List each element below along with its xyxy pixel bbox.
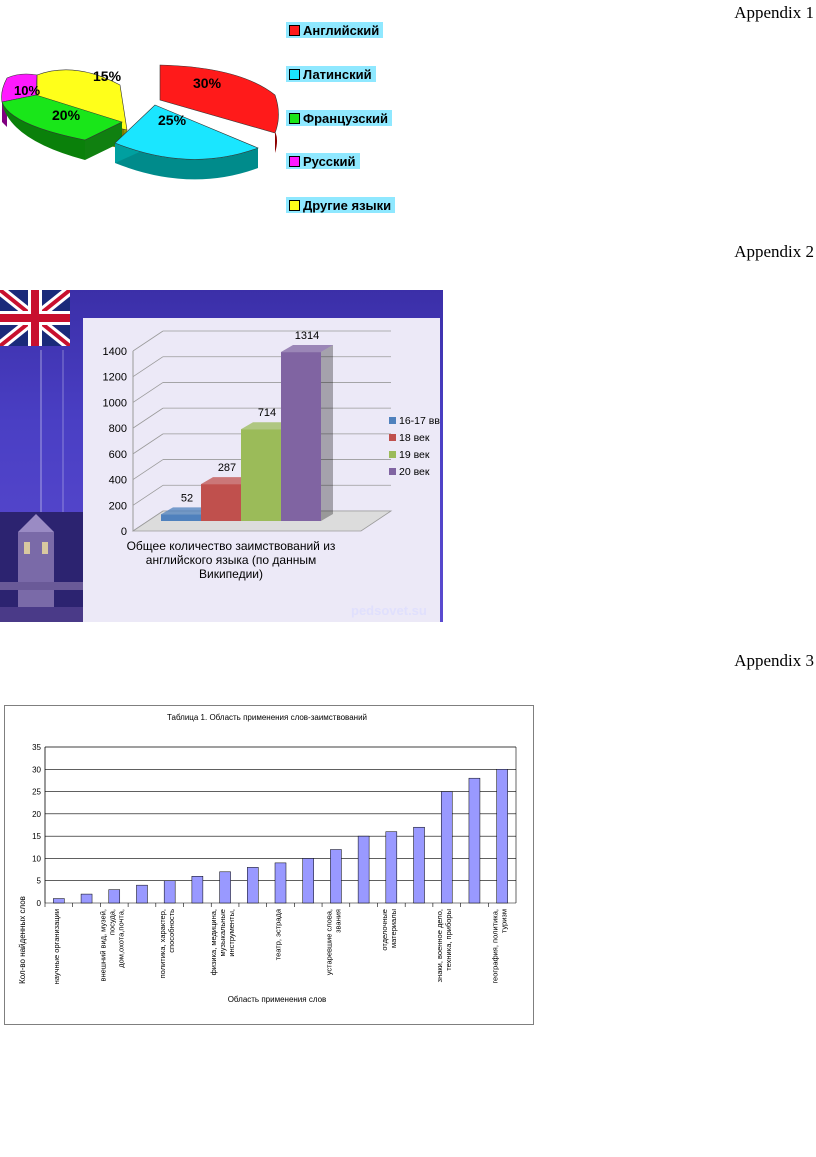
bar <box>53 899 64 903</box>
legend-label: 20 век <box>399 466 430 478</box>
y-tick-label: 1000 <box>102 397 127 410</box>
pie-legend-latin <box>286 66 376 82</box>
x-tick-label-line: способность <box>167 909 177 953</box>
y-tick-label: 20 <box>32 809 41 819</box>
x-tick-label <box>98 909 125 981</box>
bar <box>192 876 203 903</box>
y-tick-label: 25 <box>32 787 41 797</box>
pie-label-russian: 10% <box>14 83 41 98</box>
bar-chart-plot-area <box>83 318 440 622</box>
bar-front <box>201 484 241 521</box>
gridline-diagonal <box>133 408 163 428</box>
legend-label: 16-17 вв <box>399 415 440 427</box>
bar <box>497 769 508 903</box>
pie-label-other: 15% <box>93 68 122 84</box>
gridline-diagonal <box>133 357 163 377</box>
bar-front <box>161 514 201 521</box>
x-category-label: Википедии) <box>199 567 263 581</box>
y-tick-label: 1400 <box>102 346 127 358</box>
appendix-3-label: Appendix 3 <box>734 651 814 670</box>
legend-label: Русский <box>303 153 356 169</box>
usage-areas-chart-svg <box>0 700 536 1027</box>
x-tick-label-line: внешний вид, музей, <box>98 909 108 982</box>
chart-title: Таблица 1. Область применения слов-заимствований <box>166 713 368 722</box>
x-tick-label <box>274 908 283 960</box>
bar-chart-svg <box>83 318 440 622</box>
bar <box>275 863 286 903</box>
pie-label-french: 20% <box>52 107 81 123</box>
y-tick-label: 800 <box>108 423 127 436</box>
legend-swatch <box>289 200 300 211</box>
bar-front <box>241 429 281 521</box>
x-tick-label-line: звания <box>333 909 343 933</box>
x-tick-label <box>158 909 176 978</box>
bar <box>414 827 425 903</box>
bar <box>136 885 147 903</box>
x-tick-label-line: политика, характер, <box>158 909 168 979</box>
y-tick-label: 0 <box>36 899 41 908</box>
gridline-diagonal <box>133 485 163 505</box>
x-tick-label-line: материалы <box>388 909 398 948</box>
y-tick-label: 35 <box>32 743 41 752</box>
x-tick-label <box>52 909 61 984</box>
pie-label-english: 30% <box>193 75 222 91</box>
gridline-diagonal <box>133 460 163 480</box>
x-tick-label <box>491 909 509 984</box>
x-tick-label <box>380 909 398 951</box>
watermark: pedsovet.su <box>351 603 427 618</box>
appendix-2-label: Appendix 2 <box>734 242 814 261</box>
bar-data-label: 52 <box>180 492 194 505</box>
legend-swatch <box>389 417 396 424</box>
bar <box>303 858 314 903</box>
appendix-1-label: Appendix 1 <box>734 3 814 22</box>
y-tick-label: 400 <box>108 474 127 487</box>
x-category-label: Общее количество заимствований из <box>126 539 336 553</box>
bar-data-label: 1314 <box>294 330 320 343</box>
x-tick-label <box>209 909 236 975</box>
bar-data-label: 287 <box>217 462 237 475</box>
legend-swatch <box>289 69 300 80</box>
x-tick-label-line: инструменты, <box>227 909 237 957</box>
y-tick-label: 1200 <box>102 371 127 384</box>
legend-label: Латинский <box>303 66 372 82</box>
uk-flag-icon <box>0 290 70 346</box>
x-tick-label-line: знаки, военное дело, <box>435 909 445 983</box>
x-tick-label-line: научные организации <box>51 909 61 985</box>
pie-legend-french <box>286 110 392 126</box>
pie-legend-english <box>286 22 383 38</box>
y-tick-label: 600 <box>108 448 127 461</box>
bar-front <box>281 352 321 521</box>
x-tick-label-line: отделочные <box>379 909 389 951</box>
pie-legend-russian <box>286 153 360 169</box>
y-tick-label: 15 <box>32 832 41 842</box>
x-axis-title: Область применения слов <box>227 995 327 1004</box>
pie-legend-other <box>286 197 395 213</box>
legend-swatch <box>289 25 300 36</box>
bar <box>247 867 258 903</box>
bar-side <box>321 345 333 521</box>
y-tick-label: 0 <box>120 526 127 538</box>
x-tick-label <box>435 909 453 982</box>
bar <box>386 832 397 903</box>
y-axis-title: Кол-во найденных слов <box>18 896 27 984</box>
legend-swatch <box>389 468 396 475</box>
x-tick-label-line: дом,охота,почта, <box>116 909 126 968</box>
legend-label: 18 век <box>399 432 430 444</box>
bar <box>330 850 341 903</box>
bar-data-label: 714 <box>257 407 277 420</box>
bar <box>81 894 92 903</box>
x-tick-label-line: туризм <box>499 909 509 934</box>
borrowings-bar-chart-slide <box>0 290 443 622</box>
x-tick-label-line: техника, приборы <box>444 909 454 971</box>
x-tick-label-line: музыкальные <box>218 909 228 957</box>
bar <box>164 881 175 903</box>
bar <box>469 778 480 903</box>
x-tick-label <box>324 909 342 975</box>
legend-label: Английский <box>303 22 380 38</box>
legend-label: Другие языки <box>303 197 392 213</box>
pie-chart <box>0 0 420 230</box>
y-tick-label: 200 <box>108 500 127 513</box>
x-tick-label-line: физика, медицина, <box>209 909 219 976</box>
bar <box>441 792 452 903</box>
pie-chart-svg <box>0 55 290 230</box>
usage-areas-bar-chart <box>0 700 536 1027</box>
legend-swatch <box>389 451 396 458</box>
x-tick-label-line: география, политика, <box>490 909 500 984</box>
x-tick-label-line: устаревшие слова, <box>324 909 334 976</box>
y-tick-label: 10 <box>32 854 41 864</box>
tower-bridge-image <box>0 512 85 622</box>
x-tick-label-line: посуда, <box>107 909 117 936</box>
y-tick-label: 30 <box>32 765 41 775</box>
bar <box>109 890 120 903</box>
legend-swatch <box>289 156 300 167</box>
gridline-diagonal <box>133 382 163 402</box>
y-tick-label: 5 <box>36 876 41 886</box>
pie-label-latin: 25% <box>158 112 187 128</box>
legend-label: 19 век <box>399 449 430 461</box>
legend-label: Французский <box>303 110 389 126</box>
x-category-label: английского языка (по данным <box>145 553 317 567</box>
bar <box>220 872 231 903</box>
legend-swatch <box>389 434 396 441</box>
legend-swatch <box>289 113 300 124</box>
x-tick-label-line: театр, эстрада <box>273 909 283 961</box>
bar <box>358 836 369 903</box>
gridline-diagonal <box>133 331 163 351</box>
gridline-diagonal <box>133 434 163 454</box>
